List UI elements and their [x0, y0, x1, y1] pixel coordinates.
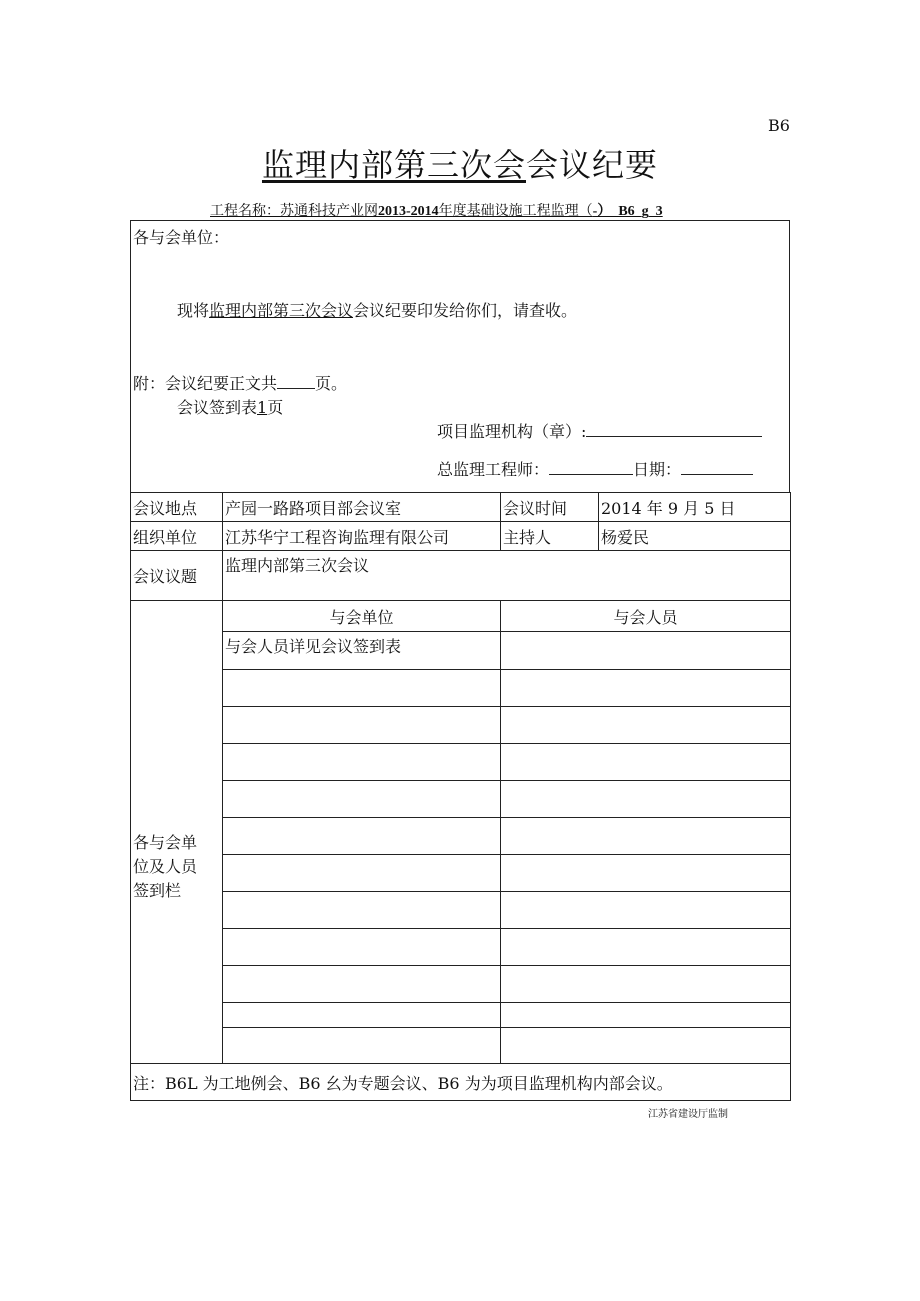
project-label: 工程名称： — [210, 203, 280, 219]
attendance-row — [131, 670, 791, 707]
org-value: 江苏华宁工程咨询监理有限公司 — [223, 522, 501, 551]
notice-line — [177, 298, 577, 321]
issuer-footer: 江苏省建设厅监制 — [648, 1109, 728, 1120]
date-blank[interactable] — [681, 460, 753, 475]
attendance-unit[interactable] — [223, 670, 501, 707]
attendance-unit[interactable] — [223, 781, 501, 818]
engineer-label: 总监理工程师： — [437, 460, 550, 479]
notice-prefix: 现将 — [177, 301, 210, 320]
attendance-unit[interactable] — [223, 1028, 501, 1064]
attendance-side-label — [131, 601, 223, 1064]
attendance-unit[interactable]: 与会人员详见会议签到表 — [223, 632, 501, 670]
location-row — [131, 493, 791, 522]
attendance-row — [131, 929, 791, 966]
attendance-header-row — [131, 601, 791, 632]
attachment-line — [133, 371, 347, 394]
attendance-row — [131, 966, 791, 1003]
attendance-person[interactable] — [501, 670, 791, 707]
agency-label: 项目监理机构（章）: — [437, 422, 587, 441]
side-label-1: 各与会单 — [133, 833, 198, 852]
attendance-unit[interactable] — [223, 707, 501, 744]
attendance-person[interactable] — [501, 818, 791, 855]
engineer-line — [437, 457, 753, 480]
topic-value: 监理内部第三次会议 — [223, 551, 791, 601]
attendance-person[interactable] — [501, 929, 791, 966]
attendance-row — [131, 707, 791, 744]
location-label: 会议地点 — [131, 493, 223, 522]
attendance-row — [131, 818, 791, 855]
meeting-info-table — [130, 492, 791, 1101]
attendance-person[interactable] — [501, 744, 791, 781]
signin-pages: 1 — [257, 398, 268, 417]
attendance-row — [131, 781, 791, 818]
topic-label: 会议议题 — [131, 551, 223, 601]
attendance-row — [131, 1003, 791, 1028]
attendance-row — [131, 744, 791, 781]
page-title — [0, 140, 920, 186]
attendance-person[interactable] — [501, 1028, 791, 1064]
time-label: 会议时间 — [501, 493, 599, 522]
engineer-blank[interactable] — [549, 460, 633, 475]
signin-suffix: 页 — [267, 398, 284, 417]
org-row — [131, 522, 791, 551]
attendance-person[interactable] — [501, 781, 791, 818]
title-underlined: 监理内部第三次会 — [261, 146, 526, 184]
signin-prefix: 会议签到表 — [177, 398, 258, 417]
col-person-header: 与会人员 — [501, 601, 791, 632]
attendance-unit[interactable] — [223, 855, 501, 892]
side-label-2: 位及人员 — [133, 857, 198, 876]
attendance-unit[interactable] — [223, 818, 501, 855]
project-name-d: -）_B6_g_3 — [592, 204, 663, 219]
topic-row — [131, 551, 791, 601]
host-value: 杨爱民 — [599, 522, 791, 551]
notice-suffix: 会议纪要印发给你们，请查收。 — [353, 301, 578, 320]
host-label: 主持人 — [501, 522, 599, 551]
attach-prefix: 附：会议纪要正文共 — [133, 374, 278, 393]
attendance-person[interactable] — [501, 966, 791, 1003]
project-name-a: 苏通科技产业网 — [280, 203, 378, 219]
note-row — [131, 1064, 791, 1101]
attendance-unit[interactable] — [223, 929, 501, 966]
attendance-row — [131, 855, 791, 892]
attendance-unit[interactable] — [223, 966, 501, 1003]
attach-suffix: 页。 — [315, 374, 348, 393]
attendance-row — [131, 1028, 791, 1064]
notice-section — [130, 220, 790, 493]
date-label: 日期： — [633, 460, 682, 479]
recipients-label: 各与会单位： — [133, 228, 230, 247]
attendance-person[interactable] — [501, 892, 791, 929]
signin-line — [177, 395, 283, 418]
attendance-row — [131, 892, 791, 929]
project-name-b: 2013-2014 — [378, 204, 439, 219]
title-rest: 会议纪要 — [526, 146, 659, 184]
attendance-unit[interactable] — [223, 892, 501, 929]
attendance-unit[interactable] — [223, 744, 501, 781]
org-label: 组织单位 — [131, 522, 223, 551]
time-value: 2014 年 9 月 5 日 — [599, 493, 791, 522]
col-unit-header: 与会单位 — [223, 601, 501, 632]
agency-line — [437, 419, 762, 442]
location-value: 产园一路路项目部会议室 — [223, 493, 501, 522]
attach-pages-blank[interactable] — [277, 374, 315, 389]
project-name-c: 年度基础设施工程监理（ — [438, 203, 593, 219]
form-code: B6 — [768, 116, 790, 135]
attendance-row — [131, 632, 791, 670]
attendance-person[interactable] — [501, 632, 791, 670]
attendance-person[interactable] — [501, 707, 791, 744]
attendance-unit[interactable] — [223, 1003, 501, 1028]
project-line — [210, 200, 663, 220]
agency-seal-blank[interactable] — [586, 422, 762, 437]
attendance-person[interactable] — [501, 1003, 791, 1028]
side-label-3: 签到栏 — [133, 881, 182, 900]
form-note: 注：B6L 为工地例会、B6 幺为专题会议、B6 为为项目监理机构内部会议。 — [131, 1064, 791, 1101]
attendance-person[interactable] — [501, 855, 791, 892]
notice-meeting: 监理内部第三次会议 — [209, 301, 354, 320]
